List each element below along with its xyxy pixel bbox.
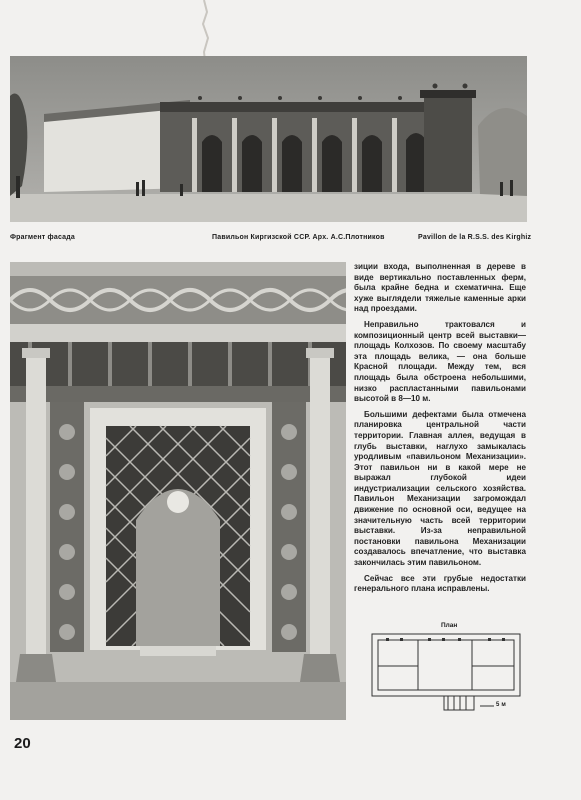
facade-fragment-photo (10, 262, 346, 720)
article-text (354, 262, 526, 600)
article-paragraph: Неправильно трактовался и композиционный центр всей выставки— площадь Колхозов. По своему масштабу эта площадь велика, — она больше Красной площади. Между тем, вся площадь была обстроена небольшими, низко распластанными павильонами высотой в 8—10 м. (354, 319, 526, 404)
caption-pavilion-fr: Pavillon de la R.S.S. des Kirghiz (418, 234, 532, 241)
caption-fragment: Фрагмент фасада (10, 234, 75, 241)
article-paragraph: зиции входа, выполненная в дереве в виде вертикально поставленных ферм, была крайне бедна и схематична. Еще хуже выглядели тяжелые каменные арки над проездами. (354, 262, 526, 314)
caption-pavilion-ru: Павильон Киргизской ССР. Арх. А.С.Плотников (212, 234, 385, 241)
pavilion-photo (10, 56, 527, 222)
plan-scale-label: 5 м (496, 702, 507, 708)
page-number: 20 (14, 735, 31, 752)
plan-title: План (441, 622, 458, 629)
article-paragraph: Большими дефектами была отмечена планировка центральной части территории. Главная аллея, ведущая в глубь выставки, наглухо замыкалась уродливым «павильоном Механизации». Этот павильон ни в какой мере не выражал глубокой идеи индустриализации сельского хозяйства. Павильон Механизации загромождал движение по основной оси, ведущее на значительную часть всей территории выставки. Из-за неправильной постановки павильона Механизации создавалось впечатление, что выставка закончилась этим павильоном. (354, 409, 526, 568)
article-paragraph: Сейчас все эти грубые недостатки генерального плана исправлены. (354, 573, 526, 594)
